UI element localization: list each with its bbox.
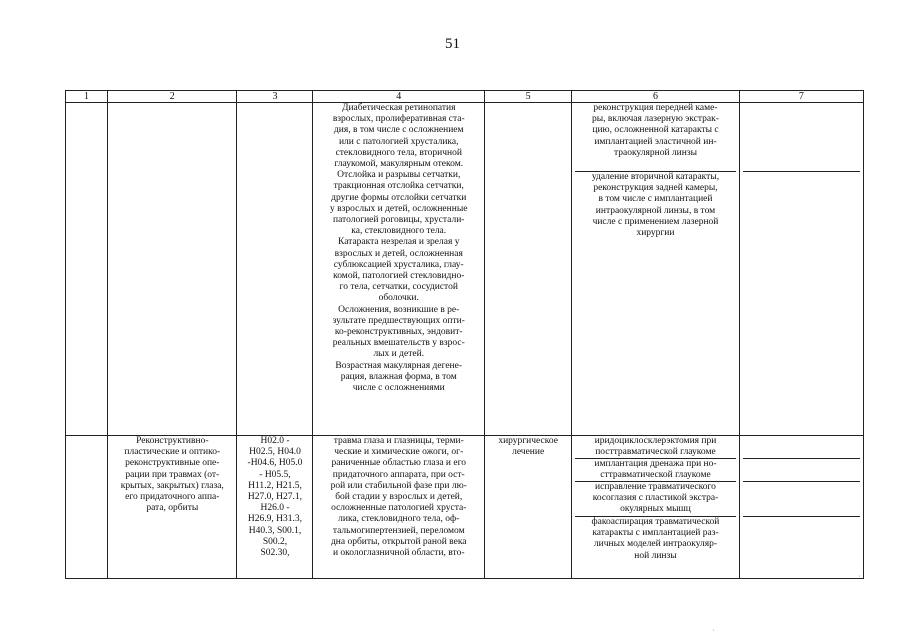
- procedure-group-title: [111, 436, 233, 514]
- diagnosis-text: [316, 436, 481, 559]
- text-line: раниченные областью глаза и его: [331, 458, 467, 469]
- text-line: или с патологией хрусталика,: [338, 136, 459, 147]
- text-line: рой или стабильной фазе при лю-: [330, 480, 467, 491]
- header-cell-1: 1: [66, 91, 108, 103]
- row2-col2-title: [108, 436, 237, 579]
- row1-col7: [739, 103, 863, 436]
- row2-col7: [739, 436, 863, 579]
- text-line: осложненные патологией хруста-: [331, 503, 467, 514]
- row1-col6-methods: [572, 103, 739, 436]
- text-line: H11.2, H21.5,: [248, 480, 302, 491]
- row2-col5-treatment: [484, 436, 571, 579]
- row1-col4-diagnosis: [313, 103, 485, 436]
- text-line: Осложнения, возникшие в ре-: [338, 304, 460, 315]
- text-line: и окологлазничной области, вто-: [332, 548, 465, 559]
- method-block: [575, 482, 735, 517]
- text-line: комой, патологией стекловидно-: [333, 271, 465, 282]
- table-header-row: [66, 91, 864, 103]
- procedures-table: [65, 90, 864, 579]
- method-block: [575, 436, 735, 459]
- text-line: травма глаза и глазницы, терми-: [333, 436, 464, 446]
- text-line: взрослых и детей, осложненная: [334, 248, 463, 259]
- text-line: числе с осложнениями: [352, 383, 445, 394]
- diagnosis-text: [316, 103, 481, 394]
- text-line: H02.0 -: [260, 436, 290, 446]
- text-line: глаукомой, макулярным отеком.: [334, 159, 464, 170]
- text-line: дна орбиты, открытой раной века: [330, 536, 467, 547]
- row1-col5: [484, 103, 571, 436]
- header-cell-3: 3: [237, 91, 313, 103]
- text-line: зультате предшествующих опти-: [332, 315, 465, 326]
- text-line: -H04.6, H05.0: [247, 458, 303, 469]
- text-line: имплантацией эластичной ин-: [594, 136, 717, 147]
- text-line: лечение: [512, 447, 545, 458]
- text-line: крытых, закрытых) глаза,: [120, 480, 224, 491]
- text-line: ры, включая лазерную экстрак-: [592, 114, 719, 125]
- text-line: S02.30,: [260, 548, 290, 559]
- text-line: рации при травмах (от-: [125, 469, 220, 480]
- text-line: траокулярной линзы: [613, 147, 697, 158]
- text-line: иридоциклосклерэктомия при: [594, 436, 717, 446]
- text-line: дия, в том числе с осложнением: [333, 125, 464, 136]
- text-line: в том числе с имплантацией: [598, 194, 713, 205]
- text-line: лика, стекловидного тела, оф-: [338, 514, 460, 525]
- text-line: ка, стекловидного тела.: [351, 226, 447, 237]
- text-line: Реконструктивно-: [136, 436, 209, 446]
- row1-col3: [237, 103, 313, 436]
- text-line: S00.2,: [262, 536, 288, 547]
- text-line: реконструктивные опе-: [125, 458, 220, 469]
- text-line: стекловидного тела, вторичной: [335, 147, 462, 158]
- text-line: патологией роговицы, хрустали-: [333, 215, 465, 226]
- text-line: у взрослых и детей, осложненные: [330, 203, 468, 214]
- method-block: [575, 172, 735, 239]
- text-line: катаракты с имплантацией раз-: [592, 528, 719, 539]
- method-block: [575, 459, 735, 482]
- method-block: [575, 103, 735, 172]
- header-cell-6: 6: [572, 91, 739, 103]
- page-number: 51: [445, 36, 460, 52]
- text-line: оболочки.: [378, 293, 419, 304]
- text-line: интраокулярной линзы, в том: [595, 205, 716, 216]
- text-line: лых и детей.: [373, 349, 425, 360]
- text-line: тракционная отслойка сетчатки,: [333, 181, 464, 192]
- text-line: имплантация дренажа при но-: [594, 459, 717, 469]
- row2-col1: [66, 436, 108, 579]
- header-cell-2: 2: [108, 91, 237, 103]
- text-line: цию, осложненной катаракты с: [592, 125, 719, 136]
- table-row: [66, 103, 864, 436]
- row2-col6-methods: [572, 436, 739, 579]
- text-line: сттравматической глаукоме: [600, 470, 711, 481]
- text-line: тальмогипертензией, переломом: [332, 525, 465, 536]
- row2-col4-diagnosis: [313, 436, 485, 579]
- text-line: - H05.5,: [259, 469, 291, 480]
- text-line: Диабетическая ретинопатия: [341, 103, 456, 113]
- text-line: личных моделей интраокуляр-: [593, 539, 718, 550]
- text-line: го тела, сетчатки, сосудистой: [339, 282, 458, 293]
- text-line: Возрастная макулярная дегене-: [335, 360, 463, 371]
- text-line: Катаракта незрелая и зрелая у: [338, 237, 460, 248]
- text-line: рация, влажная форма, в том: [340, 371, 457, 382]
- header-cell-7: 7: [739, 91, 863, 103]
- text-line: реконструкция передней каме-: [593, 103, 718, 113]
- treatment-type: [488, 436, 568, 458]
- text-line: рата, орбиты: [146, 503, 199, 514]
- text-line: бой стадии у взрослых и детей,: [335, 492, 463, 503]
- header-cell-4: 4: [313, 91, 485, 103]
- text-line: сублюксацией хрусталика, глау-: [333, 259, 464, 270]
- text-line: его придаточного аппа-: [125, 492, 220, 503]
- text-line: Отслойка и разрывы сетчатки,: [337, 170, 461, 181]
- header-cell-5: 5: [484, 91, 571, 103]
- text-line: косоглазия с пластикой экстра-: [592, 493, 719, 504]
- text-line: H40.3, S00.1,: [248, 525, 302, 536]
- text-line: H26.0 -: [260, 503, 290, 514]
- text-line: реконструкция задней камеры,: [593, 183, 718, 194]
- text-line: числе с применением лазерной: [592, 216, 719, 227]
- text-line: хирургическое: [498, 436, 558, 446]
- text-line: посттравматической глаукоме: [595, 447, 716, 458]
- method-block: [575, 517, 735, 562]
- row2-col3-codes: [237, 436, 313, 579]
- text-line: взрослых, пролиферативная ста-: [332, 114, 465, 125]
- text-line: факоаспирация травматической: [591, 517, 720, 527]
- icd-codes: [240, 436, 309, 559]
- text-line: окулярных мышц: [620, 504, 691, 515]
- scan-artifact: ·: [712, 626, 715, 635]
- text-line: реальных вмешательств у взрос-: [332, 338, 465, 349]
- text-line: удаление вторичной катаракты,: [591, 172, 720, 182]
- text-line: ческие и химические ожоги, ог-: [334, 447, 464, 458]
- text-line: другие формы отслойки сетчатки: [331, 192, 467, 203]
- text-line: ной линзы: [634, 550, 677, 561]
- text-line: исправление травматического: [595, 482, 716, 492]
- text-line: H02.5, H04.0: [249, 447, 301, 458]
- table-row: [66, 436, 864, 579]
- text-line: H27.0, H27.1,: [247, 492, 303, 503]
- text-line: ко-реконструктивных, эндовит-: [334, 327, 463, 338]
- text-line: H26.9, H31.3,: [247, 514, 303, 525]
- text-line: пластические и оптико-: [124, 447, 221, 458]
- methods-list: [575, 436, 735, 562]
- text-line: хирургии: [636, 228, 675, 239]
- text-line: придаточного аппарата, при ост-: [332, 469, 465, 480]
- row1-col2: [108, 103, 237, 436]
- row1-col1: [66, 103, 108, 436]
- scan-artifact: ·: [858, 572, 861, 581]
